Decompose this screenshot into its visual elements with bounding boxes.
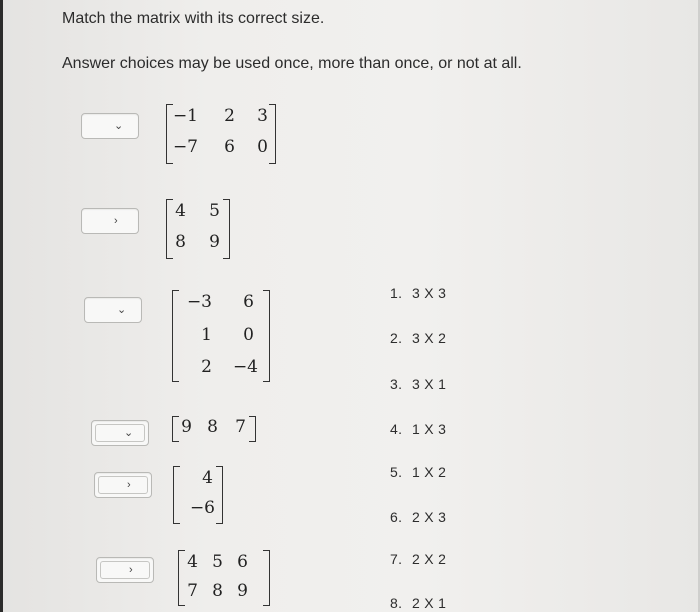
choice-number: 2. <box>390 330 403 346</box>
matrix-cell: 8 <box>175 232 186 252</box>
matrix-cell: 9 <box>209 232 220 252</box>
choice-label: 2 X 1 <box>412 595 447 611</box>
choice-label: 1 X 3 <box>412 421 447 437</box>
chevron-down-icon: ⌄ <box>117 304 127 316</box>
matrix-cell: 7 <box>187 581 198 601</box>
matrix-cell: 0 <box>257 137 268 157</box>
choice-label: 2 X 2 <box>412 551 447 567</box>
matrix-left-bracket <box>172 290 179 382</box>
answer-choice-3 <box>390 376 446 392</box>
matrix-cell: 4 <box>202 468 213 488</box>
answer-choice-6 <box>390 509 446 525</box>
matrix-cell: 8 <box>207 417 218 437</box>
matrix-cell: 2 <box>224 106 235 126</box>
matrix-cell: 4 <box>187 552 198 572</box>
matrix-3 <box>172 290 270 382</box>
choice-number: 5. <box>390 464 403 480</box>
matrix-cell: 5 <box>212 552 223 572</box>
matrix-cell: 6 <box>237 552 248 572</box>
answer-dropdown-3[interactable] <box>84 297 142 323</box>
matrix-cell: 5 <box>209 201 220 221</box>
answer-choice-7 <box>390 551 446 567</box>
answer-dropdown-6[interactable] <box>96 557 154 583</box>
matrix-left-bracket <box>173 466 180 524</box>
chevron-down-icon: › <box>114 215 118 227</box>
choice-label: 3 X 3 <box>412 285 447 301</box>
choice-number: 4. <box>390 421 403 437</box>
answer-choice-4 <box>390 421 446 437</box>
matrix-cell: 9 <box>237 581 248 601</box>
matrix-right-bracket <box>223 199 230 259</box>
matrix-cell: −1 <box>172 106 198 126</box>
chevron-right-icon: › <box>127 479 131 491</box>
matrix-cell: 2 <box>201 357 212 377</box>
choice-label: 2 X 3 <box>412 509 447 525</box>
question-title: Match the matrix with its correct size. <box>62 10 325 27</box>
matrix-cell: −6 <box>189 498 215 518</box>
choice-label: 3 X 2 <box>412 330 447 346</box>
matrix-6 <box>178 550 270 606</box>
answer-choice-8 <box>390 595 446 611</box>
choice-label: 3 X 1 <box>412 376 447 392</box>
matrix-cell: 9 <box>181 417 192 437</box>
matrix-right-bracket <box>249 416 256 442</box>
answer-dropdown-5[interactable] <box>94 472 152 498</box>
matrix-cell: 8 <box>212 581 223 601</box>
chevron-right-icon: › <box>129 564 133 576</box>
matrix-2 <box>166 199 230 259</box>
matrix-cell: 1 <box>201 325 212 345</box>
choice-number: 3. <box>390 376 403 392</box>
answer-choice-1 <box>390 285 446 301</box>
choice-number: 7. <box>390 551 403 567</box>
matrix-cell: 6 <box>243 292 254 312</box>
answer-dropdown-2[interactable] <box>81 208 139 234</box>
matrix-4 <box>172 416 256 442</box>
matrix-cell: −3 <box>186 292 212 312</box>
answer-dropdown-1[interactable] <box>81 113 139 139</box>
matrix-right-bracket <box>216 466 223 524</box>
choice-number: 1. <box>390 285 403 301</box>
chevron-down-icon: ⌄ <box>124 427 134 439</box>
matrix-cell: 4 <box>175 201 186 221</box>
matrix-cell: 3 <box>257 106 268 126</box>
answer-dropdown-4[interactable] <box>91 420 149 446</box>
choice-number: 6. <box>390 509 403 525</box>
matrix-right-bracket <box>263 550 270 606</box>
matrix-1 <box>166 104 276 164</box>
choice-label: 1 X 2 <box>412 464 447 480</box>
window-edge-left <box>0 0 3 612</box>
matrix-cell: 6 <box>224 137 235 157</box>
matrix-cell: −7 <box>172 137 198 157</box>
answer-choice-2 <box>390 330 446 346</box>
chevron-down-icon: ⌄ <box>114 120 124 132</box>
question-instructions: Answer choices may be used once, more than once, or not at all. <box>62 55 522 72</box>
matrix-5 <box>173 466 223 524</box>
choice-number: 8. <box>390 595 403 611</box>
matrix-cell: 7 <box>235 417 246 437</box>
matrix-cell: −4 <box>232 357 258 377</box>
matrix-right-bracket <box>263 290 270 382</box>
answer-choice-5 <box>390 464 446 480</box>
matrix-right-bracket <box>269 104 276 164</box>
matrix-cell: 0 <box>243 325 254 345</box>
